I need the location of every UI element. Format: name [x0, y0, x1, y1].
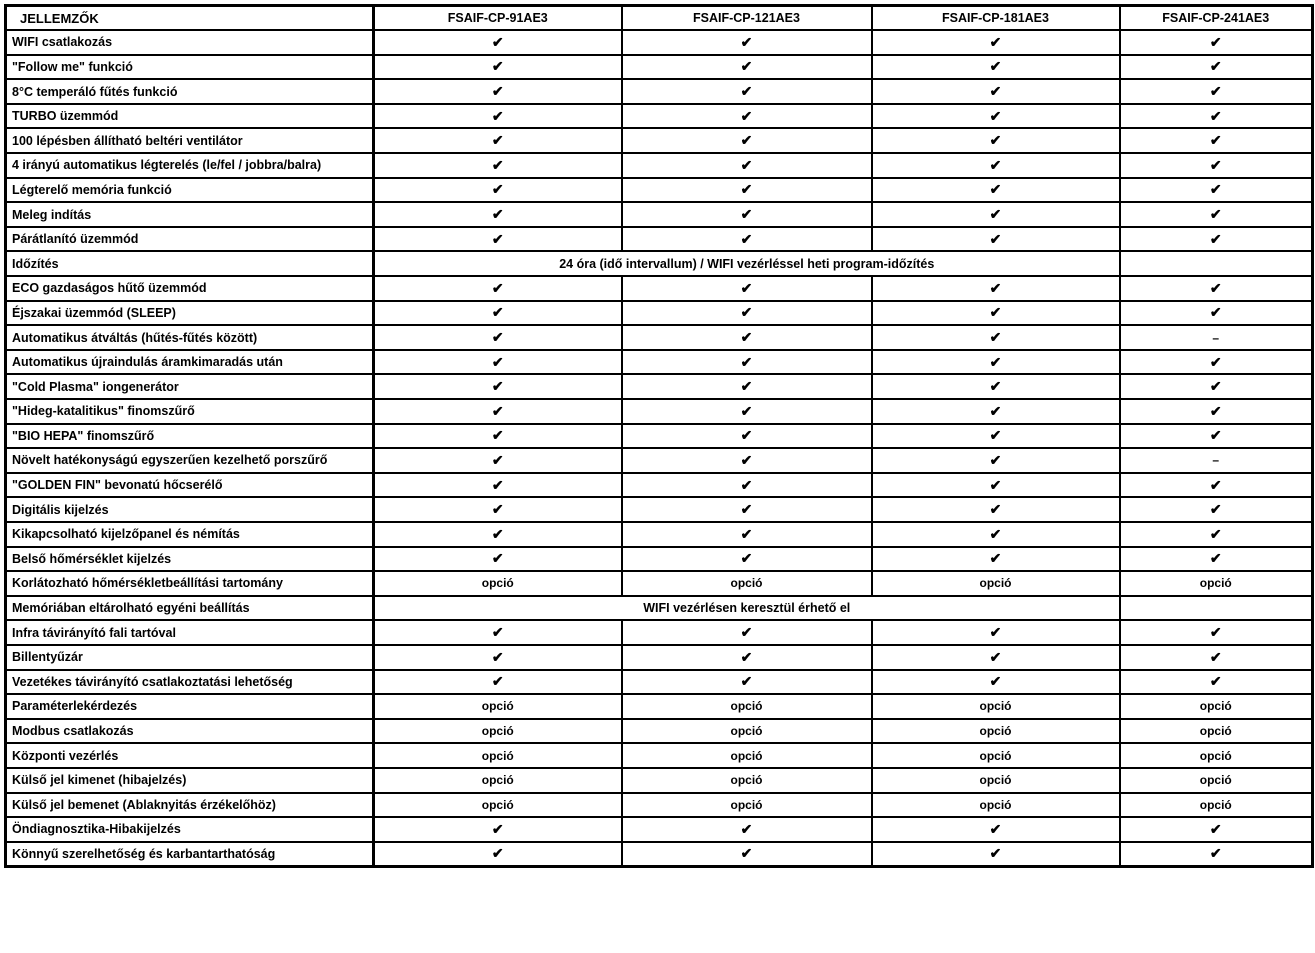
checkmark-cell: ✔: [622, 153, 872, 178]
checkmark-cell: ✔: [622, 350, 872, 375]
checkmark-cell: ✔: [374, 350, 622, 375]
checkmark-cell: ✔: [872, 128, 1120, 153]
feature-cell: 8°C temperáló fűtés funkció: [6, 79, 374, 104]
table-row: [6, 719, 1313, 744]
option-cell: opció: [1120, 743, 1313, 768]
checkmark-cell: ✔: [872, 817, 1120, 842]
checkmark-cell: ✔: [374, 670, 622, 695]
checkmark-cell: ✔: [1120, 178, 1313, 203]
feature-cell: Infra távirányító fali tartóval: [6, 620, 374, 645]
checkmark-cell: ✔: [1120, 350, 1313, 375]
checkmark-cell: ✔: [374, 424, 622, 449]
feature-cell: Digitális kijelzés: [6, 497, 374, 522]
checkmark-cell: ✔: [374, 227, 622, 252]
model-column-header-2: FSAIF-CP-121AE3: [622, 6, 872, 31]
checkmark-cell: ✔: [622, 399, 872, 424]
table-row: [6, 30, 1313, 55]
checkmark-cell: ✔: [872, 399, 1120, 424]
checkmark-cell: ✔: [374, 325, 622, 350]
checkmark-cell: ✔: [872, 79, 1120, 104]
feature-cell: WIFI csatlakozás: [6, 30, 374, 55]
checkmark-cell: ✔: [1120, 128, 1313, 153]
table-row: [6, 694, 1313, 719]
feature-cell: Párátlanító üzemmód: [6, 227, 374, 252]
feature-cell: Kikapcsolható kijelzőpanel és némítás: [6, 522, 374, 547]
option-cell: opció: [622, 768, 872, 793]
checkmark-cell: ✔: [1120, 842, 1313, 867]
checkmark-cell: ✔: [1120, 547, 1313, 572]
checkmark-cell: ✔: [374, 276, 622, 301]
table-row: [6, 842, 1313, 867]
checkmark-cell: ✔: [1120, 202, 1313, 227]
option-cell: opció: [1120, 571, 1313, 596]
empty-value-cell: [1120, 596, 1313, 621]
empty-value-cell: [1120, 251, 1313, 276]
checkmark-cell: ✔: [374, 497, 622, 522]
option-cell: opció: [872, 694, 1120, 719]
feature-cell: "Follow me" funkció: [6, 55, 374, 80]
checkmark-cell: ✔: [622, 448, 872, 473]
feature-cell: Öndiagnosztika-Hibakijelzés: [6, 817, 374, 842]
checkmark-cell: ✔: [622, 645, 872, 670]
checkmark-cell: ✔: [622, 104, 872, 129]
table-row: [6, 645, 1313, 670]
checkmark-cell: ✔: [374, 399, 622, 424]
checkmark-cell: ✔: [374, 202, 622, 227]
checkmark-cell: ✔: [374, 178, 622, 203]
checkmark-cell: ✔: [622, 374, 872, 399]
checkmark-cell: ✔: [872, 424, 1120, 449]
table-row: [6, 104, 1313, 129]
table-row: [6, 817, 1313, 842]
table-row: [6, 350, 1313, 375]
feature-cell: Éjszakai üzemmód (SLEEP): [6, 301, 374, 326]
checkmark-cell: ✔: [622, 301, 872, 326]
option-cell: opció: [1120, 694, 1313, 719]
option-cell: opció: [374, 743, 622, 768]
checkmark-cell: ✔: [374, 301, 622, 326]
option-cell: opció: [374, 793, 622, 818]
checkmark-cell: ✔: [374, 374, 622, 399]
option-cell: opció: [872, 571, 1120, 596]
feature-cell: Központi vezérlés: [6, 743, 374, 768]
checkmark-cell: ✔: [1120, 620, 1313, 645]
not-available-cell: –: [1120, 448, 1313, 473]
checkmark-cell: ✔: [374, 522, 622, 547]
checkmark-cell: ✔: [1120, 301, 1313, 326]
checkmark-cell: ✔: [872, 448, 1120, 473]
feature-cell: Modbus csatlakozás: [6, 719, 374, 744]
feature-cell: Könnyű szerelhetőség és karbantarthatóság: [6, 842, 374, 867]
checkmark-cell: ✔: [1120, 817, 1313, 842]
feature-cell: ECO gazdaságos hűtő üzemmód: [6, 276, 374, 301]
checkmark-cell: ✔: [872, 104, 1120, 129]
checkmark-cell: ✔: [374, 79, 622, 104]
table-row: [6, 497, 1313, 522]
table-row: [6, 153, 1313, 178]
checkmark-cell: ✔: [872, 202, 1120, 227]
table-row: [6, 768, 1313, 793]
checkmark-cell: ✔: [622, 547, 872, 572]
model-column-header-1: FSAIF-CP-91AE3: [374, 6, 622, 31]
checkmark-cell: ✔: [872, 374, 1120, 399]
checkmark-cell: ✔: [872, 30, 1120, 55]
checkmark-cell: ✔: [374, 104, 622, 129]
checkmark-cell: ✔: [1120, 645, 1313, 670]
checkmark-cell: ✔: [374, 473, 622, 498]
checkmark-cell: ✔: [622, 79, 872, 104]
table-row: [6, 227, 1313, 252]
feature-cell: 100 lépésben állítható beltéri ventilátor: [6, 128, 374, 153]
checkmark-cell: ✔: [1120, 374, 1313, 399]
table-row: [6, 571, 1313, 596]
checkmark-cell: ✔: [622, 276, 872, 301]
checkmark-cell: ✔: [1120, 276, 1313, 301]
checkmark-cell: ✔: [622, 55, 872, 80]
option-cell: opció: [622, 793, 872, 818]
checkmark-cell: ✔: [622, 424, 872, 449]
checkmark-cell: ✔: [1120, 670, 1313, 695]
table-row: [6, 547, 1313, 572]
checkmark-cell: ✔: [872, 153, 1120, 178]
checkmark-cell: ✔: [374, 153, 622, 178]
checkmark-cell: ✔: [622, 202, 872, 227]
table-header-row: [6, 6, 1313, 31]
checkmark-cell: ✔: [374, 620, 622, 645]
checkmark-cell: ✔: [622, 227, 872, 252]
merged-value-cell: 24 óra (idő intervallum) / WIFI vezérléssel heti program-időzítés: [374, 251, 1120, 276]
table-row: [6, 178, 1313, 203]
option-cell: opció: [374, 571, 622, 596]
table-row: [6, 251, 1313, 276]
feature-cell: Légterelő memória funkció: [6, 178, 374, 203]
table-row: [6, 55, 1313, 80]
checkmark-cell: ✔: [622, 620, 872, 645]
table-row: [6, 793, 1313, 818]
option-cell: opció: [622, 571, 872, 596]
checkmark-cell: ✔: [374, 30, 622, 55]
option-cell: opció: [872, 768, 1120, 793]
checkmark-cell: ✔: [872, 325, 1120, 350]
feature-cell: "BIO HEPA" finomszűrő: [6, 424, 374, 449]
feature-cell: Külső jel kimenet (hibajelzés): [6, 768, 374, 793]
feature-cell: Külső jel bemenet (Ablaknyitás érzékelőhöz): [6, 793, 374, 818]
checkmark-cell: ✔: [872, 301, 1120, 326]
feature-cell: Vezetékes távirányító csatlakoztatási lehetőség: [6, 670, 374, 695]
feature-cell: Paraméterlekérdezés: [6, 694, 374, 719]
feature-cell: Időzítés: [6, 251, 374, 276]
checkmark-cell: ✔: [1120, 497, 1313, 522]
option-cell: opció: [622, 743, 872, 768]
feature-cell: "Hideg-katalitikus" finomszűrő: [6, 399, 374, 424]
checkmark-cell: ✔: [622, 522, 872, 547]
table-row: [6, 743, 1313, 768]
checkmark-cell: ✔: [622, 497, 872, 522]
table-row: [6, 473, 1313, 498]
checkmark-cell: ✔: [872, 178, 1120, 203]
checkmark-cell: ✔: [622, 178, 872, 203]
feature-comparison-table: [4, 4, 1314, 868]
checkmark-cell: ✔: [622, 30, 872, 55]
checkmark-cell: ✔: [374, 128, 622, 153]
feature-cell: "Cold Plasma" iongenerátor: [6, 374, 374, 399]
checkmark-cell: ✔: [622, 842, 872, 867]
option-cell: opció: [374, 768, 622, 793]
option-cell: opció: [872, 743, 1120, 768]
option-cell: opció: [872, 793, 1120, 818]
checkmark-cell: ✔: [872, 227, 1120, 252]
checkmark-cell: ✔: [1120, 30, 1313, 55]
checkmark-cell: ✔: [872, 670, 1120, 695]
table-row: [6, 596, 1313, 621]
checkmark-cell: ✔: [1120, 399, 1313, 424]
table-row: [6, 448, 1313, 473]
option-cell: opció: [1120, 793, 1313, 818]
table-row: [6, 202, 1313, 227]
not-available-cell: –: [1120, 325, 1313, 350]
feature-cell: Billentyűzár: [6, 645, 374, 670]
table-row: [6, 424, 1313, 449]
checkmark-cell: ✔: [872, 497, 1120, 522]
checkmark-cell: ✔: [872, 547, 1120, 572]
feature-cell: Automatikus átváltás (hűtés-fűtés között): [6, 325, 374, 350]
table-row: [6, 374, 1313, 399]
table-row: [6, 399, 1313, 424]
option-cell: opció: [872, 719, 1120, 744]
checkmark-cell: ✔: [374, 547, 622, 572]
feature-cell: Meleg indítás: [6, 202, 374, 227]
checkmark-cell: ✔: [872, 473, 1120, 498]
checkmark-cell: ✔: [622, 473, 872, 498]
table-row: [6, 325, 1313, 350]
feature-cell: Memóriában eltárolható egyéni beállítás: [6, 596, 374, 621]
option-cell: opció: [622, 719, 872, 744]
checkmark-cell: ✔: [1120, 55, 1313, 80]
checkmark-cell: ✔: [872, 645, 1120, 670]
features-column-header: JELLEMZŐK: [6, 6, 374, 31]
checkmark-cell: ✔: [374, 817, 622, 842]
checkmark-cell: ✔: [872, 842, 1120, 867]
checkmark-cell: ✔: [872, 55, 1120, 80]
option-cell: opció: [1120, 768, 1313, 793]
checkmark-cell: ✔: [374, 842, 622, 867]
table-row: [6, 128, 1313, 153]
table-row: [6, 620, 1313, 645]
table-row: [6, 670, 1313, 695]
checkmark-cell: ✔: [1120, 153, 1313, 178]
checkmark-cell: ✔: [1120, 522, 1313, 547]
checkmark-cell: ✔: [1120, 424, 1313, 449]
checkmark-cell: ✔: [872, 276, 1120, 301]
table-row: [6, 276, 1313, 301]
checkmark-cell: ✔: [872, 522, 1120, 547]
checkmark-cell: ✔: [1120, 473, 1313, 498]
model-column-header-4: FSAIF-CP-241AE3: [1120, 6, 1313, 31]
model-column-header-3: FSAIF-CP-181AE3: [872, 6, 1120, 31]
table-body: [6, 30, 1313, 866]
table-row: [6, 301, 1313, 326]
checkmark-cell: ✔: [622, 325, 872, 350]
checkmark-cell: ✔: [622, 817, 872, 842]
option-cell: opció: [622, 694, 872, 719]
checkmark-cell: ✔: [872, 350, 1120, 375]
option-cell: opció: [1120, 719, 1313, 744]
checkmark-cell: ✔: [374, 55, 622, 80]
feature-cell: TURBO üzemmód: [6, 104, 374, 129]
checkmark-cell: ✔: [1120, 104, 1313, 129]
checkmark-cell: ✔: [872, 620, 1120, 645]
checkmark-cell: ✔: [622, 128, 872, 153]
feature-cell: Belső hőmérséklet kijelzés: [6, 547, 374, 572]
table-row: [6, 79, 1313, 104]
feature-cell: "GOLDEN FIN" bevonatú hőcserélő: [6, 473, 374, 498]
merged-value-cell: WIFI vezérlésen keresztül érhető el: [374, 596, 1120, 621]
checkmark-cell: ✔: [374, 448, 622, 473]
feature-cell: 4 irányú automatikus légterelés (le/fel / jobbra/balra): [6, 153, 374, 178]
checkmark-cell: ✔: [374, 645, 622, 670]
feature-cell: Növelt hatékonyságú egyszerűen kezelhető porszűrő: [6, 448, 374, 473]
checkmark-cell: ✔: [1120, 79, 1313, 104]
table-row: [6, 522, 1313, 547]
option-cell: opció: [374, 694, 622, 719]
feature-cell: Automatikus újraindulás áramkimaradás után: [6, 350, 374, 375]
checkmark-cell: ✔: [1120, 227, 1313, 252]
feature-cell: Korlátozható hőmérsékletbeállítási tartomány: [6, 571, 374, 596]
option-cell: opció: [374, 719, 622, 744]
checkmark-cell: ✔: [622, 670, 872, 695]
